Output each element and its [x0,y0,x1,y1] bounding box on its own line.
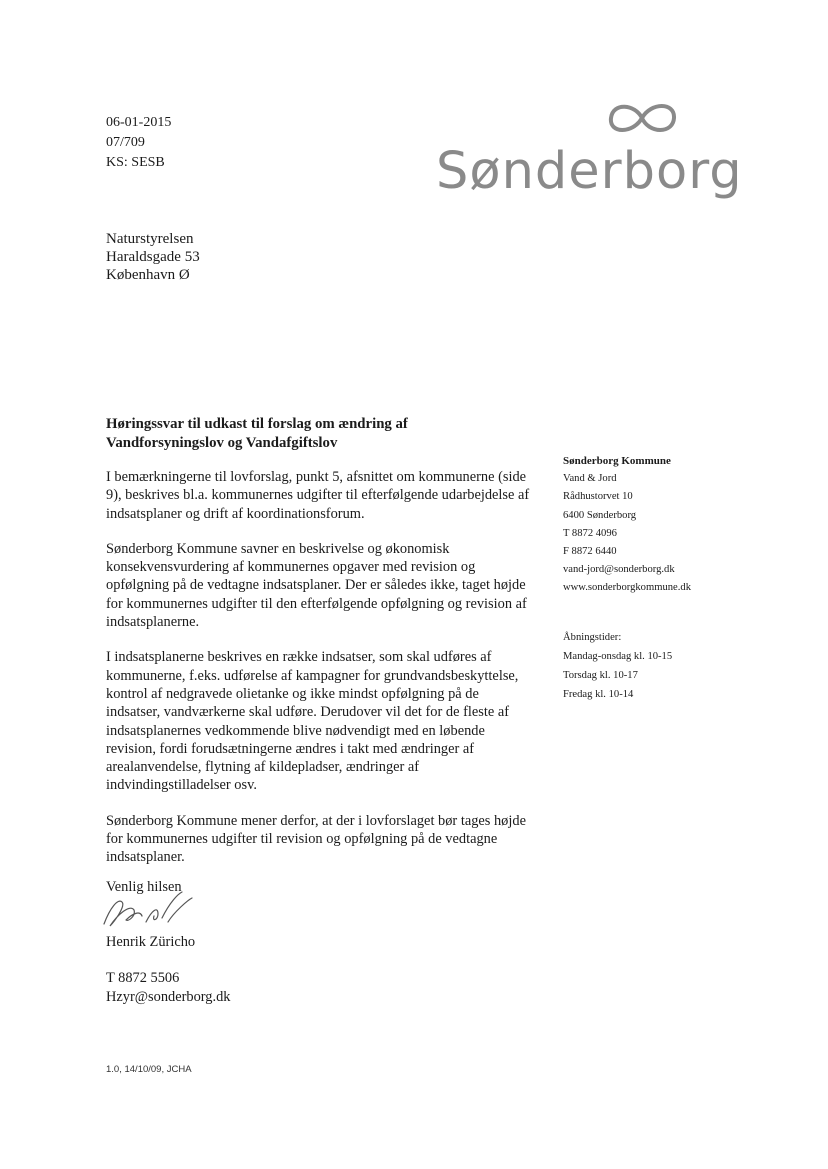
sender-line: Rådhustorvet 10 [563,491,633,503]
reference-block [106,113,171,173]
sender-line: 6400 Sønderborg [563,509,637,521]
subject-line: Vandforsyningslov og Vandafgiftslov [106,434,338,451]
case-number: 07/709 [106,135,145,150]
sender-info [563,452,803,598]
opening-hours-line: Fredag kl. 10-14 [563,689,634,700]
opening-hours-title: Åbningstider: [563,632,622,643]
signer-contact [106,969,231,1007]
opening-hours-line: Torsdag kl. 10-17 [563,670,638,681]
signer-name: Henrik Züricho [106,934,196,950]
sender-line: Vand & Jord [563,473,617,485]
sender-phone: T 8872 4096 [563,527,617,539]
paragraph: Sønderborg Kommune mener derfor, at der i lovforslaget bør tages højde for kommunernes udgifter til revision og opfølgning på de vedtagne indsatsplaner. [106,812,526,866]
paragraph: I indsatsplanerne beskrives en række indsatser, som skal udføres af kommunerne, f.eks. udførelse af kampagner for grundvandsbeskyttelse, kontrol af nedgravede olietanke og ikke mindst opfølgning på de indsatser, vandværkerne skal udføre. Derudover vil det for de fleste af indsatsplanernes vedkommende blive nødvendigt med en løbende revision, fordi forudsætningerne ændres i takt med ændringer af arealanvendelse, flytning af kildepladser, ændringer af indvindingstilladelser osv. [106,649,519,794]
letter-body [106,415,536,884]
subject-line: Høringssvar til udkast til forslag om ændring af [106,416,408,432]
opening-hours-line: Mandag-onsdag kl. 10-15 [563,651,673,662]
recipient-line: Naturstyrelsen [106,231,194,247]
signature [96,888,206,934]
signer-phone: T 8872 5506 [106,970,180,986]
infinity-icon [605,96,680,140]
sender-organization: Sønderborg Kommune [563,455,671,467]
paragraph: Sønderborg Kommune savner en beskrivelse og økonomisk konsekvensvurdering af kommunernes opgaver med revision og opfølgning på de vedtagne indsatsplaner. Der er således ikke, taget højde for kommunernes udgifter til den efterfølgende opfølgning og revision af indsatsplanerne. [106,540,527,631]
recipient-line: Haraldsgade 53 [106,249,200,265]
letter-date: 06-01-2015 [106,115,172,130]
letter-subject [106,415,536,452]
recipient-line: København Ø [106,267,190,283]
sender-fax: F 8872 6440 [563,546,617,558]
logo-wordmark: Sønderborg [436,142,743,201]
paragraph: I bemærkningerne til lovforslag, punkt 5, afsnittet om kommunerne (side 9), beskrives bl.a. kommunernes udgifter til efterfølgende udarbejdelse af indsatsplaner og drift af koordinationsforum. [106,469,530,522]
sender-website: www.sonderborgkommune.dk [563,582,691,594]
document-code: 1.0, 14/10/09, JCHA [106,1064,192,1075]
opening-hours [563,628,803,704]
closing-greeting: Venlig hilsen [106,879,182,895]
sender-email: vand-jord@sonderborg.dk [563,564,675,576]
recipient-address [106,230,200,284]
initials: KS: SESB [106,155,165,170]
signer-email: Hzyr@sonderborg.dk [106,989,231,1005]
